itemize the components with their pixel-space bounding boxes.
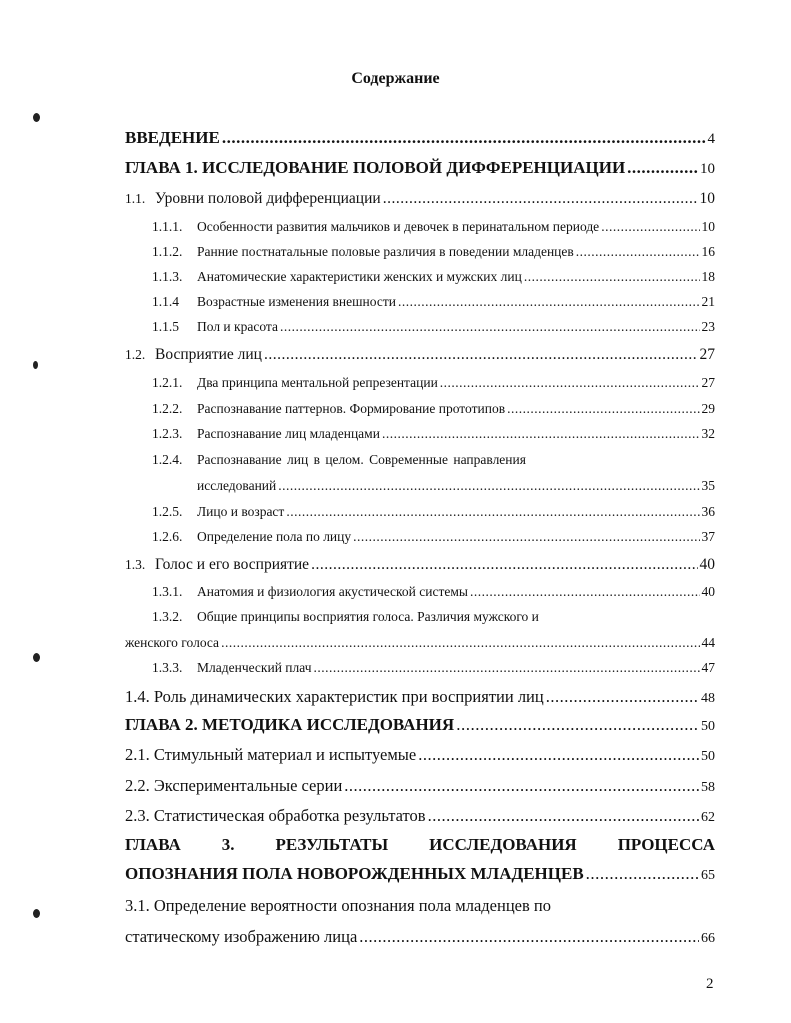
- toc-label: 1.1. Уровни половой дифференциации: [125, 190, 381, 207]
- toc-leader: [470, 584, 700, 600]
- toc-label: 1.2.5. Лицо и возраст: [152, 504, 285, 519]
- toc-leader: [440, 375, 700, 391]
- toc-leader: [456, 715, 699, 735]
- toc-page: 62: [701, 810, 715, 825]
- toc-leader: [507, 401, 699, 417]
- toc-label: 2.1. Стимульный материал и испытуемые: [125, 745, 417, 764]
- toc-entry-1-3[interactable]: [125, 556, 715, 574]
- toc-label: ГЛАВА 1. ИССЛЕДОВАНИЕ ПОЛОВОЙ ДИФФЕРЕНЦИАЦИИ: [125, 158, 626, 177]
- toc-label: ГЛАВА 2. МЕТОДИКА ИССЛЕДОВАНИЯ: [125, 715, 455, 734]
- toc-leader: [586, 864, 699, 884]
- toc-word: ПРОЦЕССА: [617, 835, 715, 854]
- toc-leader: [314, 660, 700, 676]
- toc-label: Распознавание лиц в целом. Современные направления: [197, 452, 526, 467]
- toc-entry-1-2-6[interactable]: [152, 529, 715, 545]
- toc-label-continued: статическому изображению лица: [125, 927, 358, 946]
- toc-leader: [222, 128, 706, 148]
- toc-label: 1.2.2. Распознавание паттернов. Формирование прототипов: [152, 401, 506, 416]
- toc-label: 1.1.4 Возрастные изменения внешности: [152, 294, 396, 309]
- toc-leader: [344, 776, 699, 796]
- binder-hole-mark: [33, 653, 40, 662]
- toc-page: 23: [701, 319, 715, 334]
- toc-label: 1.3.3. Младенческий плач: [152, 660, 312, 675]
- toc-entry-2-3[interactable]: [125, 806, 715, 826]
- toc-leader: [576, 244, 700, 260]
- toc-leader: [418, 745, 699, 765]
- toc-entry-1-2-2[interactable]: [152, 401, 715, 417]
- toc-label-continued: исследований: [197, 478, 277, 493]
- toc-entry-3-1-line1[interactable]: [125, 896, 551, 916]
- toc-leader: [398, 294, 700, 310]
- toc-page: 36: [701, 504, 715, 519]
- toc-label: 2.3. Статистическая обработка результатов: [125, 806, 426, 825]
- toc-leader: [359, 927, 699, 947]
- toc-entry-chapter-3-line1[interactable]: [125, 835, 715, 855]
- toc-label: 1.2.6. Определение пола по лицу: [152, 529, 352, 544]
- toc-leader: [353, 529, 699, 545]
- toc-page: 40: [701, 584, 715, 599]
- toc-page: 66: [701, 931, 715, 946]
- toc-entry-1-1-4[interactable]: [152, 294, 715, 310]
- toc-word: РЕЗУЛЬТАТЫ: [275, 835, 389, 854]
- toc-label: 1.2. Восприятие лиц: [125, 346, 262, 363]
- toc-page: 44: [701, 635, 715, 650]
- toc-entry-1-2-3[interactable]: [152, 426, 715, 442]
- toc-page: 35: [701, 478, 715, 493]
- binder-hole-mark: [33, 113, 40, 122]
- toc-label: 1.1.5 Пол и красота: [152, 319, 278, 334]
- toc-entry-1-2[interactable]: [125, 346, 715, 364]
- toc-page: 50: [701, 749, 715, 764]
- toc-page: 10: [699, 190, 715, 207]
- toc-label-continued: женского голоса: [125, 635, 220, 650]
- toc-label-continued: ОПОЗНАНИЯ ПОЛА НОВОРОЖДЕННЫХ МЛАДЕНЦЕВ: [125, 864, 584, 883]
- binder-hole-mark: [33, 361, 38, 369]
- toc-label: 1.3.1. Анатомия и физиология акустической системы: [152, 584, 468, 599]
- toc-entry-1-3-1[interactable]: [152, 584, 715, 600]
- toc-label: 2.2. Экспериментальные серии: [125, 776, 343, 795]
- toc-leader: [221, 635, 699, 651]
- toc-label: 1.1.1. Особенности развития мальчиков и девочек в перинатальном периоде: [152, 219, 600, 234]
- toc-page: 40: [699, 556, 715, 573]
- toc-entry-1-1-5[interactable]: [152, 319, 715, 335]
- toc-entry-chapter-1[interactable]: [125, 158, 715, 178]
- toc-entry-1-3-3[interactable]: [152, 660, 715, 676]
- toc-entry-1-2-5[interactable]: [152, 504, 715, 520]
- toc-label: 1.2.1. Два принципа ментальной репрезентации: [152, 375, 438, 390]
- toc-page: 65: [701, 868, 715, 883]
- toc-entry-1-3-2[interactable]: [125, 635, 715, 651]
- toc-label: Общие принципы восприятия голоса. Различия мужского и: [197, 609, 539, 624]
- toc-leader: [382, 426, 700, 442]
- toc-word: 3.: [221, 835, 235, 854]
- toc-leader: [546, 687, 699, 707]
- toc-leader: [627, 158, 698, 178]
- toc-label: 1.3. Голос и его восприятие: [125, 556, 310, 573]
- page-title: Содержание: [351, 70, 440, 87]
- toc-entry-chapter-2[interactable]: [125, 715, 715, 735]
- toc-leader: [428, 806, 699, 826]
- toc-page: 32: [701, 426, 715, 441]
- toc-page: 29: [701, 401, 715, 416]
- toc-entry-1-1-2[interactable]: [152, 244, 715, 260]
- toc-page: 27: [701, 375, 715, 390]
- toc-label: 3.1. Определение вероятности опознания пола младенцев по: [125, 896, 551, 915]
- toc-page: 21: [701, 294, 715, 309]
- toc-page: 58: [701, 780, 715, 795]
- toc-entry-chapter-3[interactable]: [125, 864, 715, 884]
- toc-leader: [278, 478, 699, 494]
- toc-word: ИССЛЕДОВАНИЯ: [429, 835, 577, 854]
- toc-word: ГЛАВА: [125, 835, 181, 854]
- toc-page: 37: [701, 529, 715, 544]
- toc-entry-2-2[interactable]: [125, 776, 715, 796]
- toc-page: 16: [701, 244, 715, 259]
- toc-leader: [524, 269, 700, 285]
- toc-page: 48: [701, 691, 715, 706]
- toc-page: 4: [707, 131, 715, 147]
- toc-label: 1.1.2. Ранние постнатальные половые различия в поведении младенцев: [152, 244, 574, 259]
- page-number: 2: [706, 976, 714, 992]
- toc-page: 47: [701, 660, 715, 675]
- toc-leader: [601, 219, 699, 235]
- toc-leader: [286, 504, 699, 520]
- toc-entry-1-2-1[interactable]: [152, 375, 715, 391]
- toc-page: 10: [700, 161, 715, 177]
- toc-leader: [280, 319, 700, 335]
- toc-page: 50: [701, 719, 715, 734]
- toc-label: 1.2.3. Распознавание лиц младенцами: [152, 426, 380, 441]
- toc-page: 27: [699, 346, 715, 363]
- toc-label: 1.1.3. Анатомические характеристики женских и мужских лиц: [152, 269, 522, 284]
- toc-leader: [311, 556, 697, 574]
- toc-entry-1-1-1[interactable]: [152, 219, 715, 235]
- toc-entry-1-4[interactable]: [125, 687, 715, 707]
- toc-entry-1-1-3[interactable]: [152, 269, 715, 285]
- binder-hole-mark: [33, 909, 40, 918]
- toc-page: 18: [701, 269, 715, 284]
- toc-entry-1-2-4[interactable]: [197, 478, 715, 494]
- toc-entry-1-3-2-line1[interactable]: 1.3.2. Общие принципы восприятия голоса. Различия мужского и: [152, 609, 539, 624]
- toc-entry-1-2-4-line1[interactable]: 1.2.4. Распознавание лиц в целом. Современные направления: [152, 452, 526, 467]
- toc-entry-1-1[interactable]: [125, 190, 715, 208]
- toc-page: 10: [701, 219, 715, 234]
- toc-leader: [383, 190, 698, 208]
- toc-label: ВВЕДЕНИЕ: [125, 128, 220, 147]
- toc-label: 1.4. Роль динамических характеристик при восприятии лиц: [125, 687, 544, 706]
- toc-entry-3-1[interactable]: [125, 927, 715, 947]
- toc-entry-introduction[interactable]: [125, 128, 715, 148]
- toc-entry-2-1[interactable]: [125, 745, 715, 765]
- toc-leader: [264, 346, 698, 364]
